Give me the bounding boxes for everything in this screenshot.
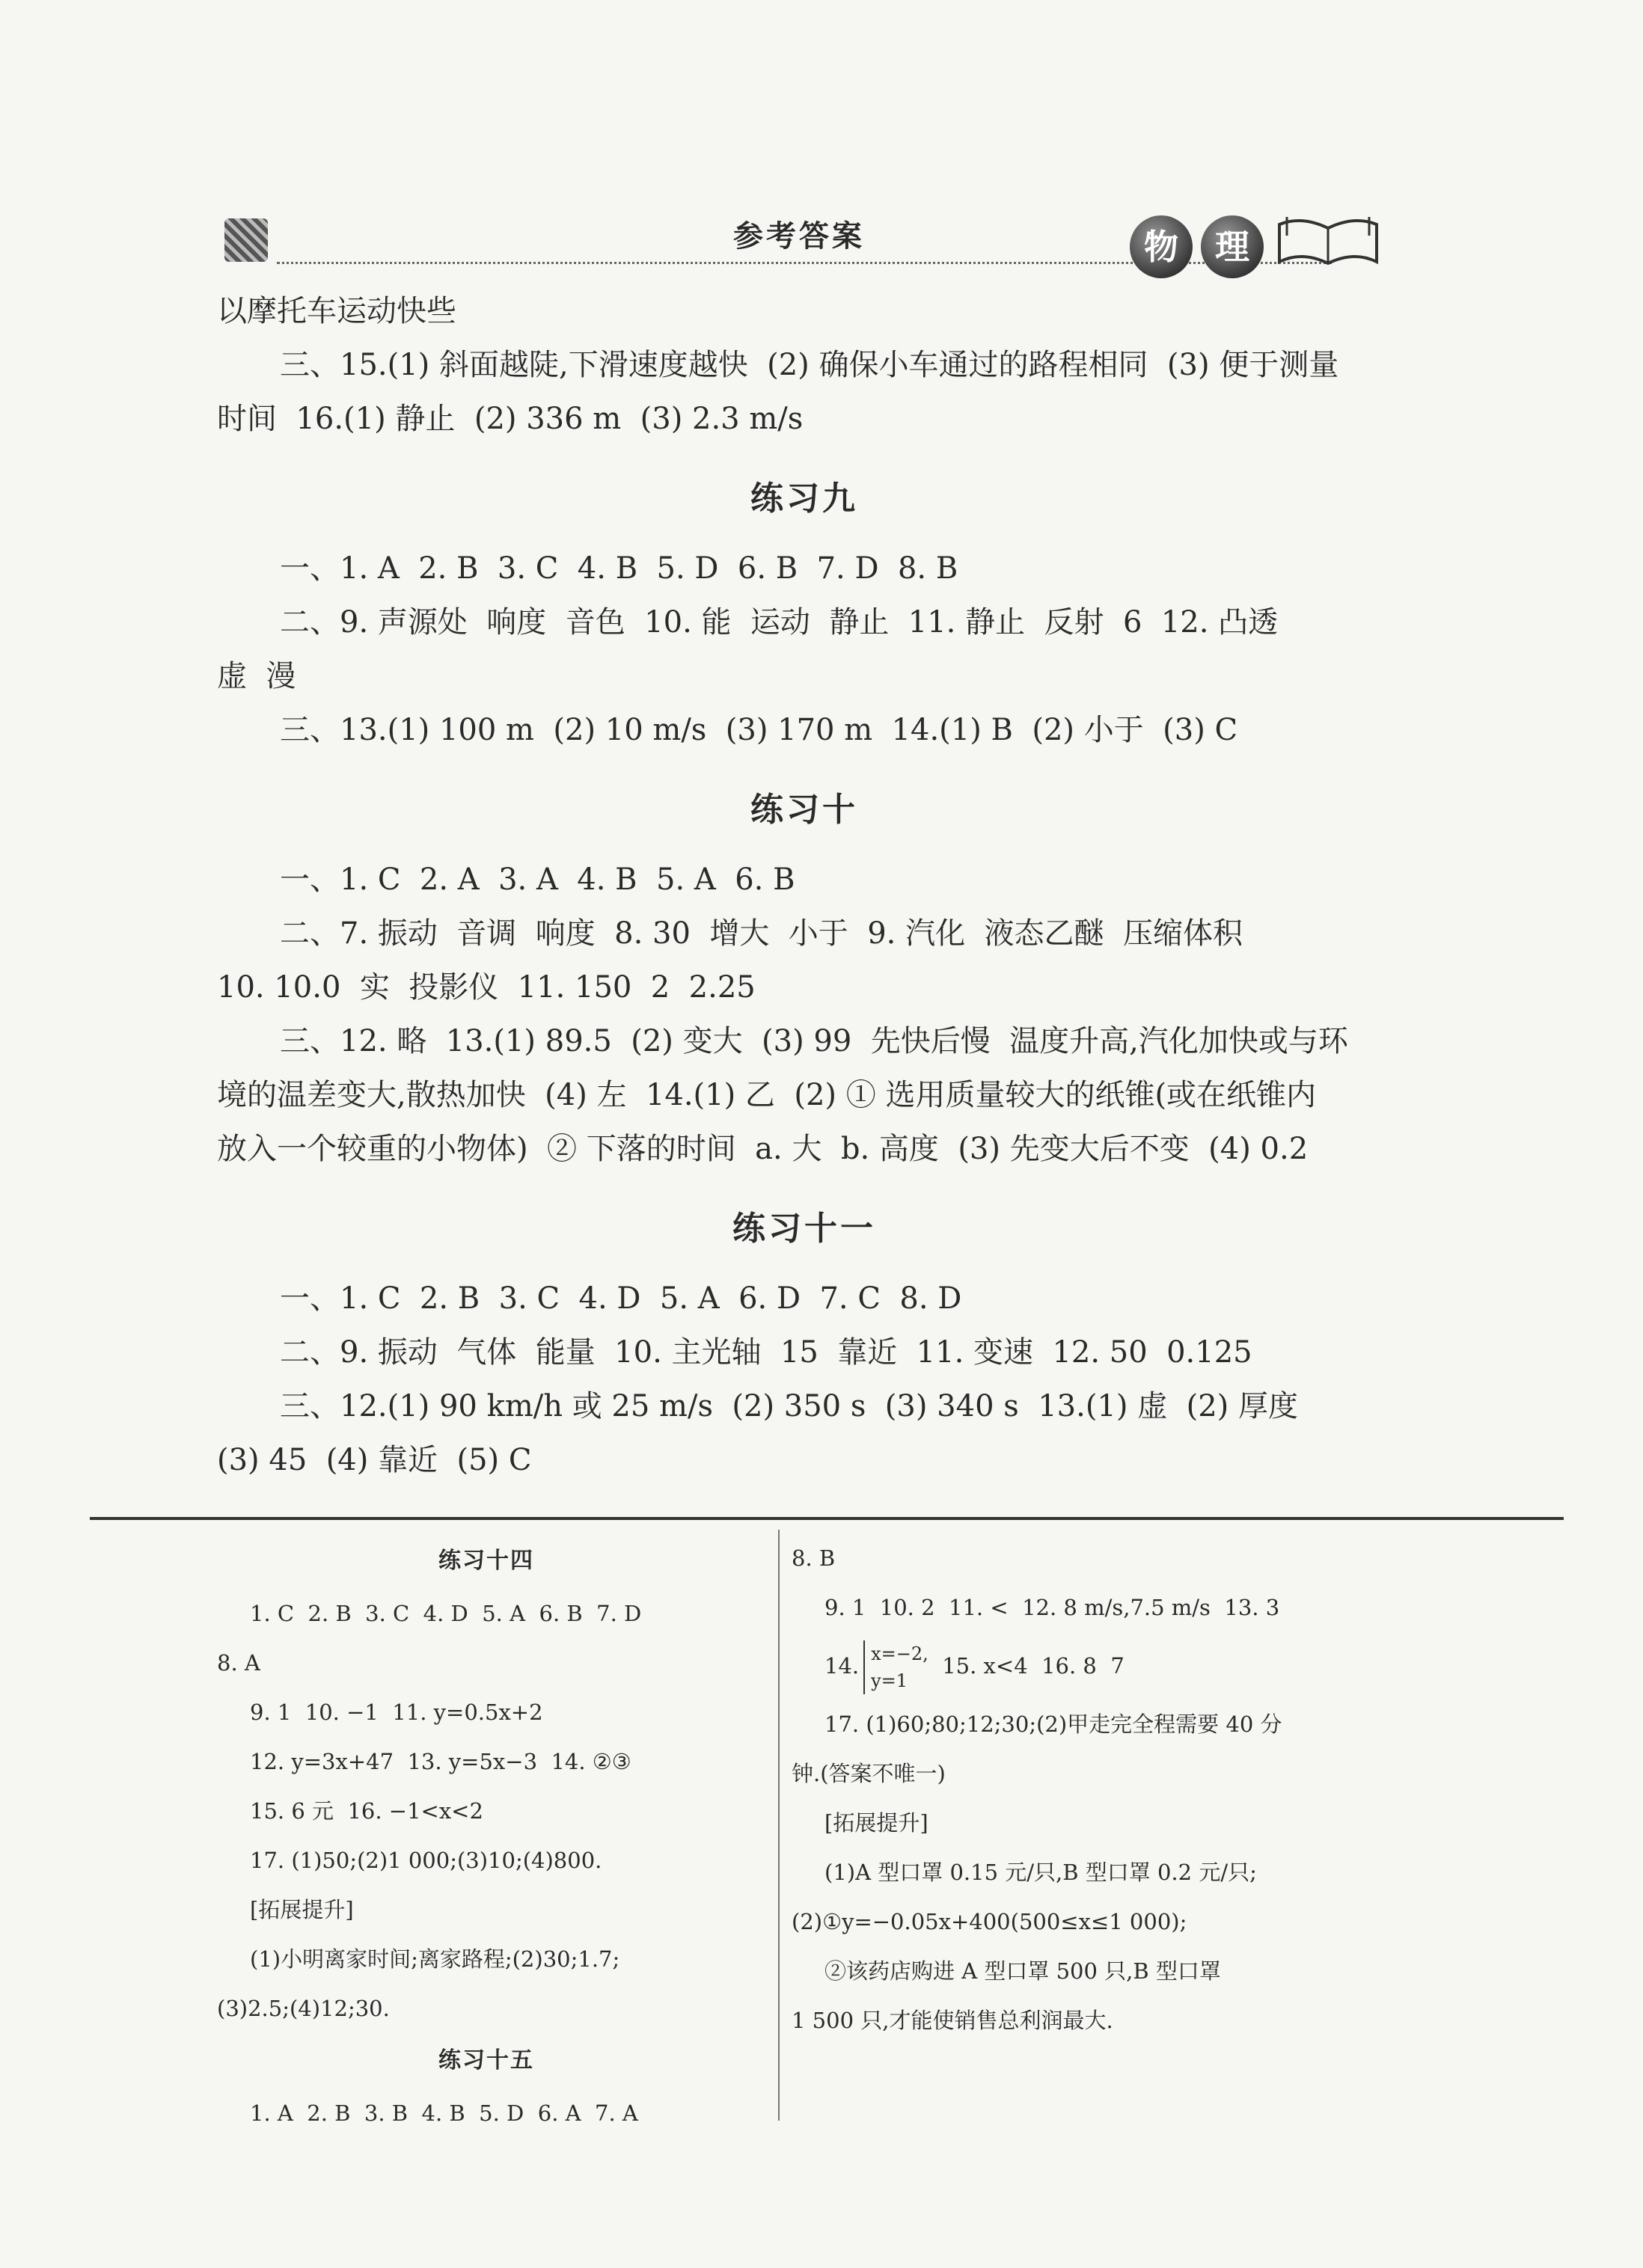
answer-line: 8. A xyxy=(217,1650,260,1676)
answer-line: (3) 45 (4) 靠近 (5) C xyxy=(217,1443,532,1477)
answer-line: 虚 漫 xyxy=(217,659,296,693)
answer-line: 17. (1)60;80;12;30;(2)甲走完全程需要 40 分 xyxy=(824,1711,1282,1737)
open-book-icon xyxy=(1272,209,1384,277)
answer-section-upper xyxy=(217,284,1392,1487)
answer-line: 二、9. 振动 气体 能量 10. 主光轴 15 靠近 11. 变速 12. 50 0.125 xyxy=(280,1335,1252,1370)
answer-line: (1)A 型口罩 0.15 元/只,B 型口罩 0.2 元/只; xyxy=(824,1860,1257,1885)
answer-line: 时间 16.(1) 静止 (2) 336 m (3) 2.3 m/s xyxy=(217,402,804,436)
section-title: 练习十四 xyxy=(438,1548,534,1574)
answer-line: (1)小明离家时间;离家路程;(2)30;1.7; xyxy=(250,1946,620,1972)
answer-line: 二、9. 声源处 响度 音色 10. 能 运动 静止 11. 静止 反射 6 12. 凸透 xyxy=(280,605,1279,640)
answer-line: 三、12.(1) 90 km/h 或 25 m/s (2) 350 s (3) 340 s 13.(1) 虚 (2) 厚度 xyxy=(280,1389,1298,1423)
answer-line: 一、1. C 2. A 3. A 4. B 5. A 6. B xyxy=(280,862,795,897)
header-title: 参考答案 xyxy=(733,218,865,254)
section-divider xyxy=(90,1517,1564,1520)
answer-line: 三、12. 略 13.(1) 89.5 (2) 变大 (3) 99 先快后慢 温度升高,汽化加快或与环 xyxy=(280,1024,1348,1058)
answer-line: 10. 10.0 实 投影仪 11. 150 2 2.25 xyxy=(217,970,756,1005)
answer-column-right xyxy=(792,1533,1375,2045)
answer-line-system xyxy=(792,1632,1375,1700)
answer-line: (2)①y=−0.05x+400(500≤x≤1 000); xyxy=(792,1909,1187,1934)
answer-line: 1. C 2. B 3. C 4. D 5. A 6. B 7. D xyxy=(250,1601,642,1626)
answer-line: 三、15.(1) 斜面越陡,下滑速度越快 (2) 确保小车通过的路程相同 (3) 便于测量 xyxy=(280,348,1339,382)
question-number: 14. xyxy=(824,1653,860,1679)
answer-line: 钟.(答案不唯一) xyxy=(792,1761,946,1786)
answer-line: 12. y=3x+47 13. y=5x−3 14. ②③ xyxy=(250,1749,631,1774)
answer-line: 二、7. 振动 音调 响度 8. 30 增大 小于 9. 汽化 液态乙醚 压缩体积 xyxy=(280,916,1243,951)
equation-system: x=−2, y=1 xyxy=(863,1640,928,1694)
answer-line: 15. 6 元 16. −1<x<2 xyxy=(250,1798,483,1824)
answer-line: [拓展提升] xyxy=(824,1810,928,1836)
answer-line: 1 500 只,才能使销售总利润最大. xyxy=(792,2008,1113,2033)
answer-text: 15. x<4 16. 8 7 xyxy=(928,1653,1125,1679)
section-title: 练习十一 xyxy=(732,1210,876,1248)
answer-line: 9. 1 10. 2 11. < 12. 8 m/s,7.5 m/s 13. 3 xyxy=(824,1595,1280,1620)
answer-line: ②该药店购进 A 型口罩 500 只,B 型口罩 xyxy=(824,1958,1221,1984)
subject-badge-2: 理 xyxy=(1201,215,1264,278)
answer-line: 17. (1)50;(2)1 000;(3)10;(4)800. xyxy=(250,1848,602,1873)
answer-line: 放入一个较重的小物体) ② 下落的时间 a. 大 b. 高度 (3) 先变大后不变 (4) 0.2 xyxy=(217,1132,1309,1166)
answer-line: 三、13.(1) 100 m (2) 10 m/s (3) 170 m 14.(1) B (2) 小于 (3) C xyxy=(280,713,1238,747)
header-ornament-icon xyxy=(224,218,268,262)
page-header xyxy=(209,202,1422,284)
answer-line: 9. 1 10. −1 11. y=0.5x+2 xyxy=(250,1700,543,1725)
answer-line: 境的温差变大,散热加快 (4) 左 14.(1) 乙 (2) ① 选用质量较大的纸锥(或在纸锥内 xyxy=(217,1078,1317,1112)
answer-column-left xyxy=(217,1533,756,2138)
answer-line: (3)2.5;(4)12;30. xyxy=(217,1996,390,2021)
column-separator xyxy=(778,1530,780,2121)
answer-line: 1. A 2. B 3. B 4. B 5. D 6. A 7. A xyxy=(250,2100,638,2126)
section-title: 练习十五 xyxy=(438,2047,534,2074)
answer-line: 8. B xyxy=(792,1545,836,1571)
section-title: 练习十 xyxy=(750,791,858,829)
answer-line: 一、1. C 2. B 3. C 4. D 5. A 6. D 7. C 8. D xyxy=(280,1281,962,1316)
answer-line: 以摩托车运动快些 xyxy=(217,294,456,328)
subject-badge-1: 物 xyxy=(1130,215,1193,278)
answer-line: [拓展提升] xyxy=(250,1897,354,1922)
answer-line: 一、1. A 2. B 3. C 4. B 5. D 6. B 7. D 8. B xyxy=(280,551,958,586)
section-title: 练习九 xyxy=(750,479,858,518)
